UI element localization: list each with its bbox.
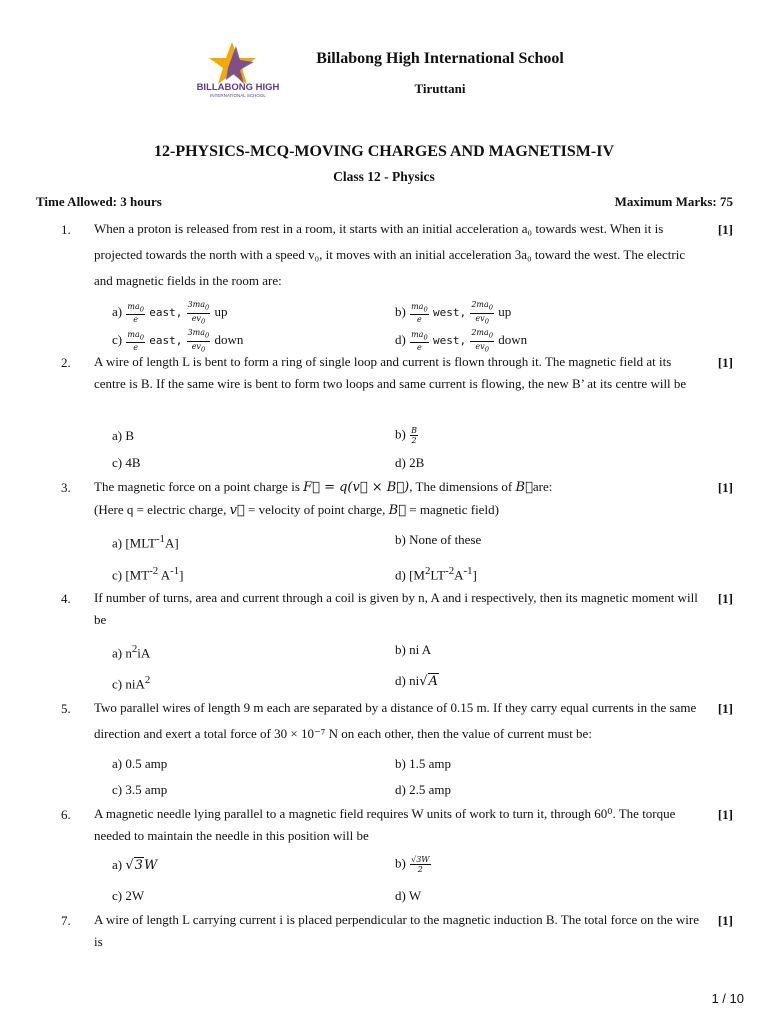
question-text: If number of turns, area and current through a coil is given by n, A and i respectively, then its magnetic moment will be xyxy=(94,590,698,627)
page-number: 1 / 10 xyxy=(711,991,744,1006)
option-d[interactable]: d) $\frac{ma_0}{e}$ west, $\frac{2ma_0}{ev_0}$ down xyxy=(395,328,528,354)
option-d[interactable]: d) $[M^2LT^{-2}A^{-1}]$ xyxy=(395,565,477,583)
question-number: 3. xyxy=(61,480,71,495)
question-number: 4. xyxy=(61,591,71,606)
question-number: 7. xyxy=(61,913,71,928)
question-mark: [1] xyxy=(717,355,733,370)
option-c[interactable]: c) 3.5 amp xyxy=(112,782,168,797)
question-text: Two parallel wires of length 9 m each are separated by a distance of 0.15 m. If they carry equal currents in the same direction and exert a total force of 30 × 10⁻⁷ N on each other, then the value of current must be: xyxy=(94,700,697,741)
question-text: A wire of length L carrying current i is placed perpendicular to the magnetic induction B. The total force on the wire is xyxy=(94,912,700,949)
option-c[interactable]: c) [$MT^{-2}$ $A^{-1}$] xyxy=(112,565,184,583)
option-c[interactable]: c) 2W xyxy=(112,888,145,903)
time-allowed: Time Allowed: 3 hours xyxy=(36,194,162,209)
note-part: (Here q = electric charge, xyxy=(94,502,227,517)
option-b[interactable]: b) 1.5 amp xyxy=(395,756,451,771)
question-number: 5. xyxy=(61,701,71,716)
question-mark: [1] xyxy=(717,807,733,822)
option-b[interactable]: b) None of these xyxy=(395,532,482,547)
question-note: (Here q = electric charge, v⃗ = velocity of point charge, B⃗ = magnetic field) xyxy=(94,502,499,518)
note-part: = magnetic field) xyxy=(409,502,499,517)
logo-subtext: INTERNATIONAL SCHOOL xyxy=(210,93,266,98)
school-name: Billabong High International School xyxy=(316,50,564,67)
option-a[interactable]: a) $n^2iA$ xyxy=(112,643,151,661)
question-text-part: , The dimensions of xyxy=(409,479,513,494)
option-d[interactable]: d) ni√A xyxy=(395,673,438,689)
school-city: Tiruttani xyxy=(414,81,466,96)
option-c[interactable]: c) $\frac{ma_0}{e}$ east, $\frac{3ma_0}{ev_0}$ down xyxy=(112,328,244,354)
question-text: The magnetic force on a point charge is F⃗ = q(v⃗ × B⃗), The dimensions of B⃗are: xyxy=(94,479,553,495)
question-mark: [1] xyxy=(717,701,733,716)
option-b[interactable]: b) $\frac{B}{2}$ xyxy=(395,426,417,445)
option-a[interactable]: a) 0.5 amp xyxy=(112,756,168,771)
question-mark: [1] xyxy=(717,222,733,237)
option-a[interactable]: a) $\frac{ma_0}{e}$ east, $\frac{3ma_0}{ev_0}$ up xyxy=(112,300,228,326)
question-text: When a proton is released from rest in a room, it starts with an initial acceleration a₀ towards west. When it is projected towards the north with a speed v₀, it moves with an initial acceleration 3a₀ toward the west. The electric and magnetic fields in the room are: xyxy=(94,221,686,288)
question-text: A magnetic needle lying parallel to a magnetic field requires W units of work to turn it, through 60⁰. The torque needed to maintain the needle in this position will be xyxy=(94,806,676,843)
maximum-marks: Maximum Marks: 75 xyxy=(614,194,733,209)
paper-title: 12-PHYSICS-MCQ-MOVING CHARGES AND MAGNETISM-IV xyxy=(153,143,614,160)
question-mark: [1] xyxy=(717,913,733,928)
question-mark: [1] xyxy=(717,480,733,495)
question-text-part: The magnetic force on a point charge is xyxy=(94,479,300,494)
question-number: 1. xyxy=(61,222,71,237)
note-part: = velocity of point charge, xyxy=(247,502,386,517)
option-a[interactable]: a) B xyxy=(112,428,135,443)
option-c[interactable]: c) niA$^2$ xyxy=(112,674,151,692)
option-b[interactable]: b) $\frac{√3W}{2}$ xyxy=(395,855,430,874)
logo-text: BILLABONG HIGH xyxy=(196,82,280,93)
option-a[interactable]: a) √3W xyxy=(112,857,158,873)
option-c[interactable]: c) 4B xyxy=(112,455,141,470)
option-b[interactable]: b) $\frac{ma_0}{e}$ west, $\frac{2ma_0}{ev_0}$ up xyxy=(395,300,512,326)
question-text-part: are: xyxy=(532,479,553,494)
question-number: 2. xyxy=(61,355,71,370)
option-d[interactable]: d) W xyxy=(395,888,422,903)
option-d[interactable]: d) 2B xyxy=(395,455,425,470)
option-b[interactable]: b) ni A xyxy=(395,642,432,657)
question-number: 6. xyxy=(61,807,71,822)
option-d[interactable]: d) 2.5 amp xyxy=(395,782,451,797)
option-label: b) xyxy=(395,426,406,442)
option-a[interactable]: a) $[MLT^{-1}A]$ xyxy=(112,533,179,551)
question-mark: [1] xyxy=(717,591,733,606)
question-text: A wire of length L is bent to form a ring of single loop and current is flown through it. The magnetic field at its centre is B. If the same wire is bent to form two loops and same current is flowing, the new B’ at its centre will be xyxy=(94,354,687,391)
paper-subtitle: Class 12 - Physics xyxy=(333,169,435,184)
